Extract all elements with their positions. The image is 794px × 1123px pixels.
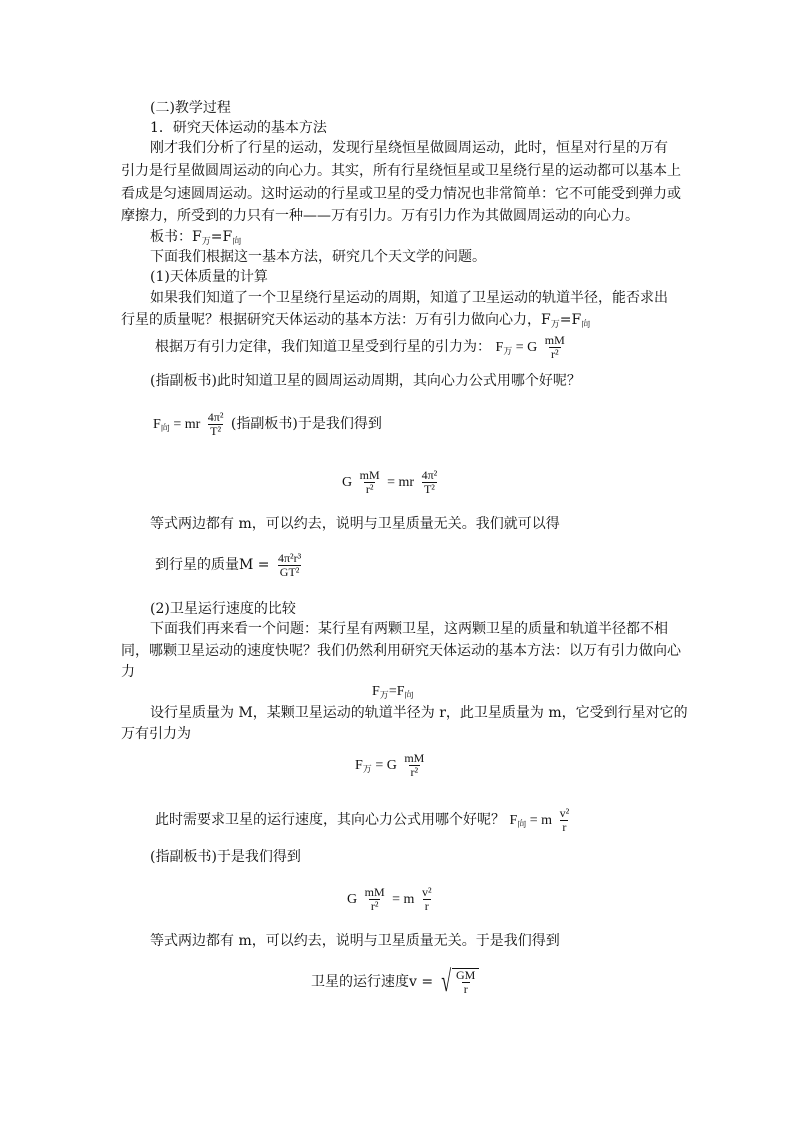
symbol: =: [387, 475, 396, 490]
formula-line: [155, 548, 305, 582]
subsection-heading: (2)卫星运行速度的比较: [150, 601, 296, 617]
formula: [153, 410, 231, 439]
numerator: mM: [404, 751, 425, 766]
paragraph-line: 刚才我们分析了行星的运动，发现行星绕恒星做圆周运动，此时，恒星对行星的万有: [150, 140, 668, 156]
fraction: [420, 886, 434, 913]
fraction: [363, 886, 387, 913]
centered-equation: [372, 683, 414, 704]
symbol: G: [342, 475, 353, 490]
denominator: r: [562, 820, 567, 835]
paragraph-line: 如果我们知道了一个卫星绕行星运动的周期，知道了卫星运动的轨道半径，能否求出: [150, 290, 668, 306]
formula: [342, 468, 441, 497]
fraction: [420, 469, 440, 496]
formula-line: [347, 882, 436, 917]
board-label: 板书：F: [150, 229, 202, 245]
text: 此时需要求卫星的运行速度，其向心力公式用哪个好呢？: [155, 812, 505, 828]
subscript: 万: [379, 690, 389, 700]
formula-line: [155, 330, 569, 368]
symbol: = mr: [173, 417, 201, 432]
paragraph-line: 看成是匀速圆周运动。这时运动的行星或卫星的受力情况也非常简单：它不可能受到弹力或: [121, 186, 681, 202]
subsection-heading: 1．研究天体运动的基本方法: [150, 120, 327, 136]
formula: [347, 885, 436, 914]
formula: [509, 806, 573, 835]
subscript: 万: [362, 764, 372, 774]
subscript: 万: [503, 346, 513, 356]
paragraph-line: 同，哪颗卫星运动的速度快呢？我们仍然利用研究天体运动的基本方法：以万有引力做向心: [121, 643, 681, 659]
denominator: r²: [370, 899, 379, 914]
symbol: F: [372, 684, 380, 699]
paragraph-line: 力: [121, 664, 135, 680]
subscript: 向: [232, 237, 242, 247]
text: 行星的质量呢？根据研究天体运动的基本方法：万有引力做向心力，F: [121, 312, 551, 328]
equation-text: =F: [210, 229, 233, 245]
paragraph-line: 摩擦力，所受到的力只有一种——万有引力。万有引力作为其做圆周运动的向心力。: [121, 208, 639, 224]
numerator: mM: [364, 885, 385, 900]
numerator: 4π²: [421, 468, 438, 483]
symbol: G: [347, 892, 358, 907]
fraction: [402, 752, 426, 779]
fraction: [543, 334, 567, 361]
formula-line: [342, 465, 441, 500]
subscript: 向: [404, 690, 414, 700]
numerator: v²: [421, 885, 432, 900]
denominator: r: [463, 982, 468, 996]
fraction: [206, 411, 226, 438]
paragraph-line: (指副板书)于是我们得到: [150, 849, 301, 865]
denominator: T²: [423, 482, 435, 497]
numerator: mM: [544, 333, 565, 348]
subscript: 万: [550, 320, 560, 330]
paragraph-line: 引力是行星做圆周运动的向心力。其实，所有行星绕恒星或卫星绕行星的运动都可以基本上: [121, 163, 681, 179]
symbol: F: [509, 813, 518, 828]
section-heading: (二)教学过程: [150, 100, 231, 116]
formula-line: [153, 407, 382, 445]
numerator: GM: [456, 968, 476, 982]
denominator: r²: [550, 347, 559, 362]
symbol: F: [495, 340, 504, 355]
symbol: mr: [398, 475, 415, 490]
subscript: 向: [581, 320, 591, 330]
text: 到行星的质量M =: [155, 557, 270, 573]
subsection-heading: (1)天体质量的计算: [150, 269, 268, 285]
denominator: r²: [365, 482, 374, 497]
subscript: 向: [160, 423, 170, 433]
numerator: v²: [559, 806, 570, 821]
symbol: F: [153, 417, 161, 432]
denominator: T²: [210, 424, 222, 439]
symbol: =: [392, 892, 401, 907]
subscript: 向: [517, 819, 527, 829]
numerator: 4π²: [207, 410, 224, 425]
symbol: =F: [388, 684, 405, 699]
symbol: = G: [515, 340, 538, 355]
fraction: [358, 469, 382, 496]
formula: [355, 751, 428, 780]
symbol: = m: [529, 813, 553, 828]
paragraph-line: (指副板书)此时知道卫星的圆周运动周期，其向心力公式用哪个好呢？: [150, 373, 581, 389]
paragraph-line: 等式两边都有 m，可以约去，说明与卫星质量无关。于是我们得到: [150, 933, 560, 949]
equation-text: =F: [559, 312, 582, 328]
numerator: 4π²r³: [277, 550, 302, 565]
radicand: [452, 968, 479, 996]
text: (指副板书)于是我们得到: [230, 416, 382, 432]
text: 卫星的运行速度v =: [311, 974, 434, 990]
fraction: [276, 552, 303, 579]
square-root: [438, 967, 480, 997]
fraction: [454, 969, 477, 996]
paragraph-line: 下面我们根据这一基本方法，研究几个天文学的问题。: [150, 249, 486, 265]
radical-sign: √: [440, 965, 451, 998]
denominator: r: [424, 899, 429, 914]
symbol: F: [355, 758, 363, 773]
numerator: mM: [359, 468, 380, 483]
formula-line: [155, 803, 573, 841]
denominator: r²: [410, 765, 419, 780]
paragraph-line: 等式两边都有 m，可以约去，说明与卫星质量无关。我们就可以得: [150, 516, 560, 532]
subscript: 万: [201, 237, 211, 247]
symbol: m: [403, 892, 415, 907]
paragraph-line: 万有引力为: [121, 726, 191, 742]
text: 根据万有引力定律，我们知道卫星受到行星的引力为：: [155, 339, 491, 355]
denominator: GT²: [279, 564, 300, 579]
formula-line: [355, 748, 428, 786]
paragraph-line: 下面我们再来看一个问题：某行星有两颗卫星，这两颗卫星的质量和轨道半径都不相: [150, 621, 668, 637]
fraction: [558, 807, 572, 834]
symbol: = G: [375, 758, 397, 773]
formula-line: [311, 962, 479, 1002]
paragraph-line: 设行星质量为 M，某颗卫星运动的轨道半径为 r，此卫星质量为 m，它受到行星对它的: [150, 705, 688, 721]
formula: [495, 333, 568, 362]
